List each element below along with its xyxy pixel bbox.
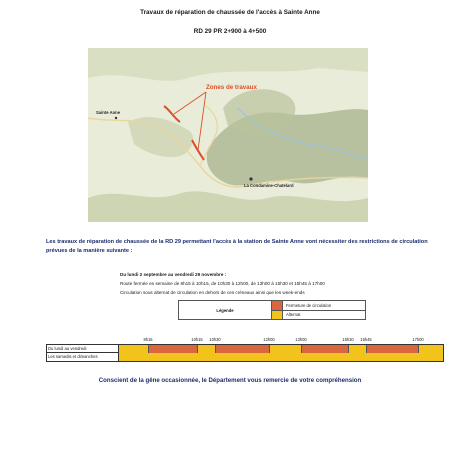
- weekday-segment-closure: [367, 345, 419, 353]
- time-label: 13h00: [295, 337, 307, 342]
- zones-travaux-label: Zones de travaux: [206, 84, 257, 91]
- schedule-alternate-note: Circulation sous alternat de circulation en dehors de ces créneaux ainsi que les week-ends: [120, 290, 305, 295]
- weekday-segment-alternate: [419, 345, 443, 353]
- time-label: 15h45: [360, 337, 372, 342]
- weekend-segment-alternate: [119, 353, 443, 361]
- weekday-segment-closure: [149, 345, 198, 353]
- time-label: 10h30: [209, 337, 221, 342]
- document-subtitle: RD 29 PR 2+900 à 4+500: [193, 28, 267, 35]
- legend-label-closure: Fermeture de circulation: [286, 302, 332, 308]
- weekday-segment-closure: [302, 345, 349, 353]
- legend-swatch-alternate: [272, 311, 283, 320]
- time-label: 12h00: [263, 337, 275, 342]
- legend-label-alternate: Alternat: [286, 312, 301, 318]
- weekend-row-bar: [119, 353, 443, 361]
- legend-title: Légende: [179, 301, 272, 319]
- closing-statement: Conscient de la gêne occasionnée, le Département vous remercie de votre compréhension: [98, 377, 362, 384]
- weekday-segment-alternate: [119, 345, 149, 353]
- weekday-segment-closure: [216, 345, 270, 353]
- weekday-segment-alternate: [270, 345, 302, 353]
- map-graphic: [88, 48, 368, 222]
- weekday-segment-alternate: [349, 345, 367, 353]
- schedule-period: Du lundi 2 septembre au vendredi 29 novembre :: [120, 272, 227, 277]
- time-label: 15h30: [342, 337, 354, 342]
- document-title: Travaux de réparation de chaussée de l'accès à Sainte Anne: [140, 9, 320, 16]
- legend-swatch-closure: [272, 301, 283, 310]
- place-la-condamine: La Condamine-Chatelard: [244, 183, 294, 188]
- intro-paragraph: Les travaux de réparation de chaussée de la RD 29 permettant l'accès à la station de Sainte Anne vont nécessiter des restrictions de circulation prévues de la manière suivante :: [46, 239, 428, 254]
- weekday-row-label: Du lundi au vendredi: [47, 345, 119, 353]
- timeline-hours: [46, 337, 442, 344]
- time-label: 17h00: [412, 337, 424, 342]
- weekend-row-label: Les samedis et dimanches: [47, 353, 119, 361]
- schedule-closure-hours: Route fermée en semaine de 8h15 à 10h15, de 10h30 à 12h00, de 13h00 à 15h30 et 15h45 à 17h00: [120, 281, 325, 286]
- legend: [178, 300, 366, 320]
- legend-row-alternate: [272, 310, 365, 320]
- place-sainte-anne: Sainte Anne: [96, 110, 121, 115]
- legend-row-closure: [272, 301, 365, 310]
- traffic-timeline: [46, 344, 444, 362]
- works-map: [88, 48, 368, 222]
- time-label: 10h15: [191, 337, 203, 342]
- time-label: 8h15: [143, 337, 153, 342]
- weekday-segment-alternate: [198, 345, 216, 353]
